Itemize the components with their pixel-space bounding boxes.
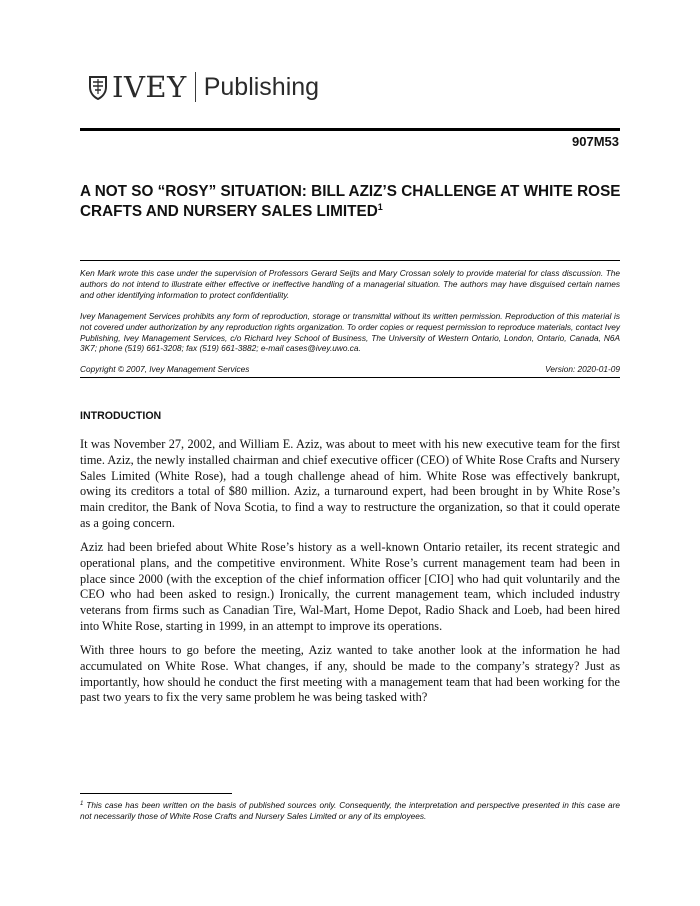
title-footnote-marker: 1 — [377, 202, 383, 212]
logo-divider — [195, 72, 196, 102]
version-text: Version: 2020-01-09 — [545, 364, 620, 375]
permissions-note: Ivey Management Services prohibits any form of reproduction, storage or transmittal without its written permission. Reproduction of this material is not covered under authorization by any reproduction rights organization. To order copies or request permission to reproduce materials, contact Ivey Publishing, Ivey Management Services, c/o Richard Ivey School of Business, The University of Western Ontario, London, Ontario, Canada, N6A 3K7; phone (519) 661-3208; fax (519) 661-3882; e-mail cases@ivey.uwo.ca. — [80, 310, 620, 354]
ivey-publishing-logo — [88, 67, 319, 107]
footnote — [80, 800, 620, 822]
case-title — [80, 182, 625, 222]
disclaimer-box — [80, 260, 620, 378]
footnote-rule — [80, 793, 232, 794]
copyright-row — [80, 364, 620, 375]
footnote-marker: 1 — [80, 801, 84, 807]
copyright-text: Copyright © 2007, Ivey Management Services — [80, 364, 250, 375]
section-heading: INTRODUCTION — [80, 410, 162, 422]
case-code: 907M53 — [572, 134, 619, 149]
publisher-name: Publishing — [203, 72, 320, 101]
case-title-text: A NOT SO “ROSY” SITUATION: BILL AZIZ’S CHALLENGE AT WHITE ROSE CRAFTS AND NURSERY SALES LIMITED — [80, 183, 621, 220]
authorship-note: Ken Mark wrote this case under the supervision of Professors Gerard Seijts and Mary Crossan solely to provide material for class discussion. The authors do not intend to illustrate either effective or ineffective handling of a managerial situation. The authors may have disguised certain names and other identifying information to protect confidentiality. — [80, 268, 620, 300]
paragraph: Aziz had been briefed about White Rose’s history as a well-known Ontario retailer, its recent strategic and operational plans, and the competitive environment. White Rose’s current management team had been in place since 2000 (with the exception of the chief information officer [CIO] who had quit voluntarily and the CEO who had been asked to resign.) Ironically, the current management team, which included industry veterans from firms such as Canadian Tire, Wal-Mart, Home Depot, Radio Shack and Loeb, had been hired into White Rose, starting in 1999, in an attempt to improve its operations. — [80, 540, 620, 633]
footnote-text: This case has been written on the basis of published sources only. Consequently, the interpretation and perspective presented in this case are not necessarily those of White Rose Crafts and Nursery Sales Limited or any of its employees. — [80, 800, 620, 821]
header-rule — [80, 128, 620, 131]
paragraph: It was November 27, 2002, and William E. Aziz, was about to meet with his new executive team for the first time. Aziz, the newly installed chairman and chief executive officer (CEO) of White Rose Crafts and Nursery Sales Limited (White Rose), had a tough challenge ahead of him. White Rose was effectively bankrupt, owing its creditors a total of $80 million. Aziz, a turnaround expert, had been brought in by White Rose’s main creditor, the Bank of Nova Scotia, to find a way to restructure the organization, so that it could operate as a going concern. — [80, 437, 620, 530]
ivey-crest-icon — [88, 74, 108, 100]
paragraph: With three hours to go before the meeting, Aziz wanted to take another look at the information he had accumulated on White Rose. What changes, if any, should be made to the company’s strategy? Just as importantly, how should he conduct the first meeting with a management team that had been working for the past two years to fix the very same problem he was being tasked with? — [80, 643, 620, 705]
brand-name: IVEY — [112, 69, 187, 104]
